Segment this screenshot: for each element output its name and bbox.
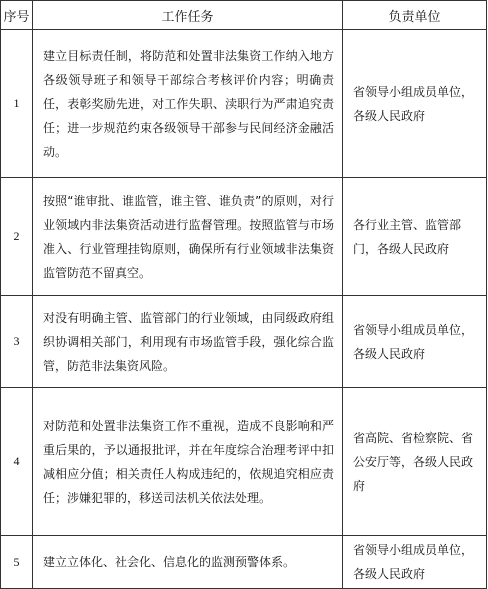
table-row bbox=[1, 30, 487, 178]
row-index: 4 bbox=[1, 388, 33, 536]
header-row bbox=[1, 1, 487, 30]
header-task: 工作任务 bbox=[33, 1, 343, 30]
table-row bbox=[1, 388, 487, 536]
row-task: 建立目标责任制，将防范和处置非法集资工作纳入地方各级领导班子和领导干部综合考核评价内容；明确责任，表彰奖励先进，对工作失职、渎职行为严肃追究责任；进一步规范约束各级领导干部参与民间经济金融活动。 bbox=[33, 30, 343, 178]
row-unit: 各行业主管、监管部门，各级人民政府 bbox=[343, 178, 487, 296]
row-index: 2 bbox=[1, 178, 33, 296]
row-unit: 省领导小组成员单位，各级人民政府 bbox=[343, 30, 487, 178]
row-index: 1 bbox=[1, 30, 33, 178]
table-row bbox=[1, 536, 487, 589]
row-unit: 省领导小组成员单位，各级人民政府 bbox=[343, 536, 487, 589]
table-row bbox=[1, 296, 487, 388]
row-index: 3 bbox=[1, 296, 33, 388]
row-task: 对没有明确主管、监管部门的行业领域，由同级政府组织协调相关部门，利用现有市场监管手段，强化综合监管，防范非法集资风险。 bbox=[33, 296, 343, 388]
row-unit: 省领导小组成员单位，各级人民政府 bbox=[343, 296, 487, 388]
header-unit: 负责单位 bbox=[343, 1, 487, 30]
row-task: 建立立体化、社会化、信息化的监测预警体系。 bbox=[33, 536, 343, 589]
row-index: 5 bbox=[1, 536, 33, 589]
row-unit: 省高院、省检察院、省公安厅等，各级人民政府 bbox=[343, 388, 487, 536]
table-row bbox=[1, 178, 487, 296]
header-index: 序号 bbox=[1, 1, 33, 30]
row-task: 按照“谁审批、谁监管，谁主管、谁负责”的原则，对行业领域内非法集资活动进行监督管理。按照监管与市场准入、行业管理挂钩原则，确保所有行业领域非法集资监管防范不留真空。 bbox=[33, 178, 343, 296]
row-task: 对防范和处置非法集资工作不重视，造成不良影响和严重后果的，予以通报批评，并在年度综合治理考评中扣减相应分值；相关责任人构成违纪的，依规追究相应责任；涉嫌犯罪的，移送司法机关依法处理。 bbox=[33, 388, 343, 536]
